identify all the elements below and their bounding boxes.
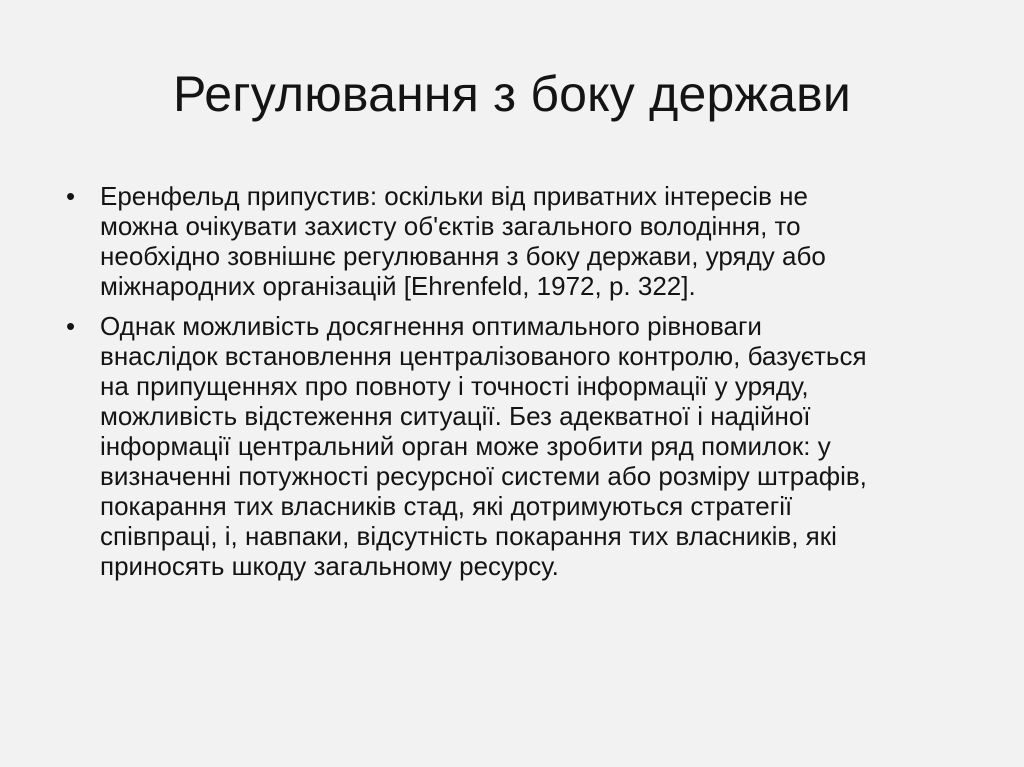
bullet-1-line-2: можна очікувати захисту об'єктів загального володіння, то [100, 211, 801, 241]
bullet-2-line-6: визначенні потужності ресурсної системи або розміру штрафів, [100, 461, 867, 491]
bullet-2-line-9: приносять шкоду загальному ресурсу. [100, 551, 559, 581]
bullet-2-line-8: співпраці, і, навпаки, відсутність покарання тих власників, які [100, 521, 837, 551]
bullet-2-line-2: внаслідок встановлення централізованого контролю, базується [100, 341, 867, 371]
bullet-1-line-3: необхідно зовнішнє регулювання з боку держави, уряду або [100, 241, 826, 271]
bullet-2-line-3: на припущеннях про повноту і точності інформації у уряду, [100, 371, 809, 401]
bullet-list [66, 181, 966, 591]
bullet-2-line-4: можливість відстеження ситуації. Без адекватної і надійної [100, 401, 811, 431]
bullet-marker: • [66, 311, 76, 341]
bullet-item-1 [66, 181, 966, 301]
bullet-marker: • [66, 181, 76, 211]
bullet-1-line-4: міжнародних організацій [Ehrenfeld, 1972, p. 322]. [100, 271, 696, 301]
bullet-2-line-5: інформації центральний орган може зробити ряд помилок: у [100, 431, 831, 461]
bullet-1-line-1: Еренфельд припустив: оскільки від приватних інтересів не [100, 181, 808, 211]
bullet-2-line-7: покарання тих власників стад, які дотримуються стратегії [100, 491, 793, 521]
bullet-item-2 [66, 311, 966, 581]
slide-title: Регулювання з боку держави [172, 66, 852, 122]
bullet-2-line-1: Однак можливість досягнення оптимального рівноваги [100, 311, 762, 341]
